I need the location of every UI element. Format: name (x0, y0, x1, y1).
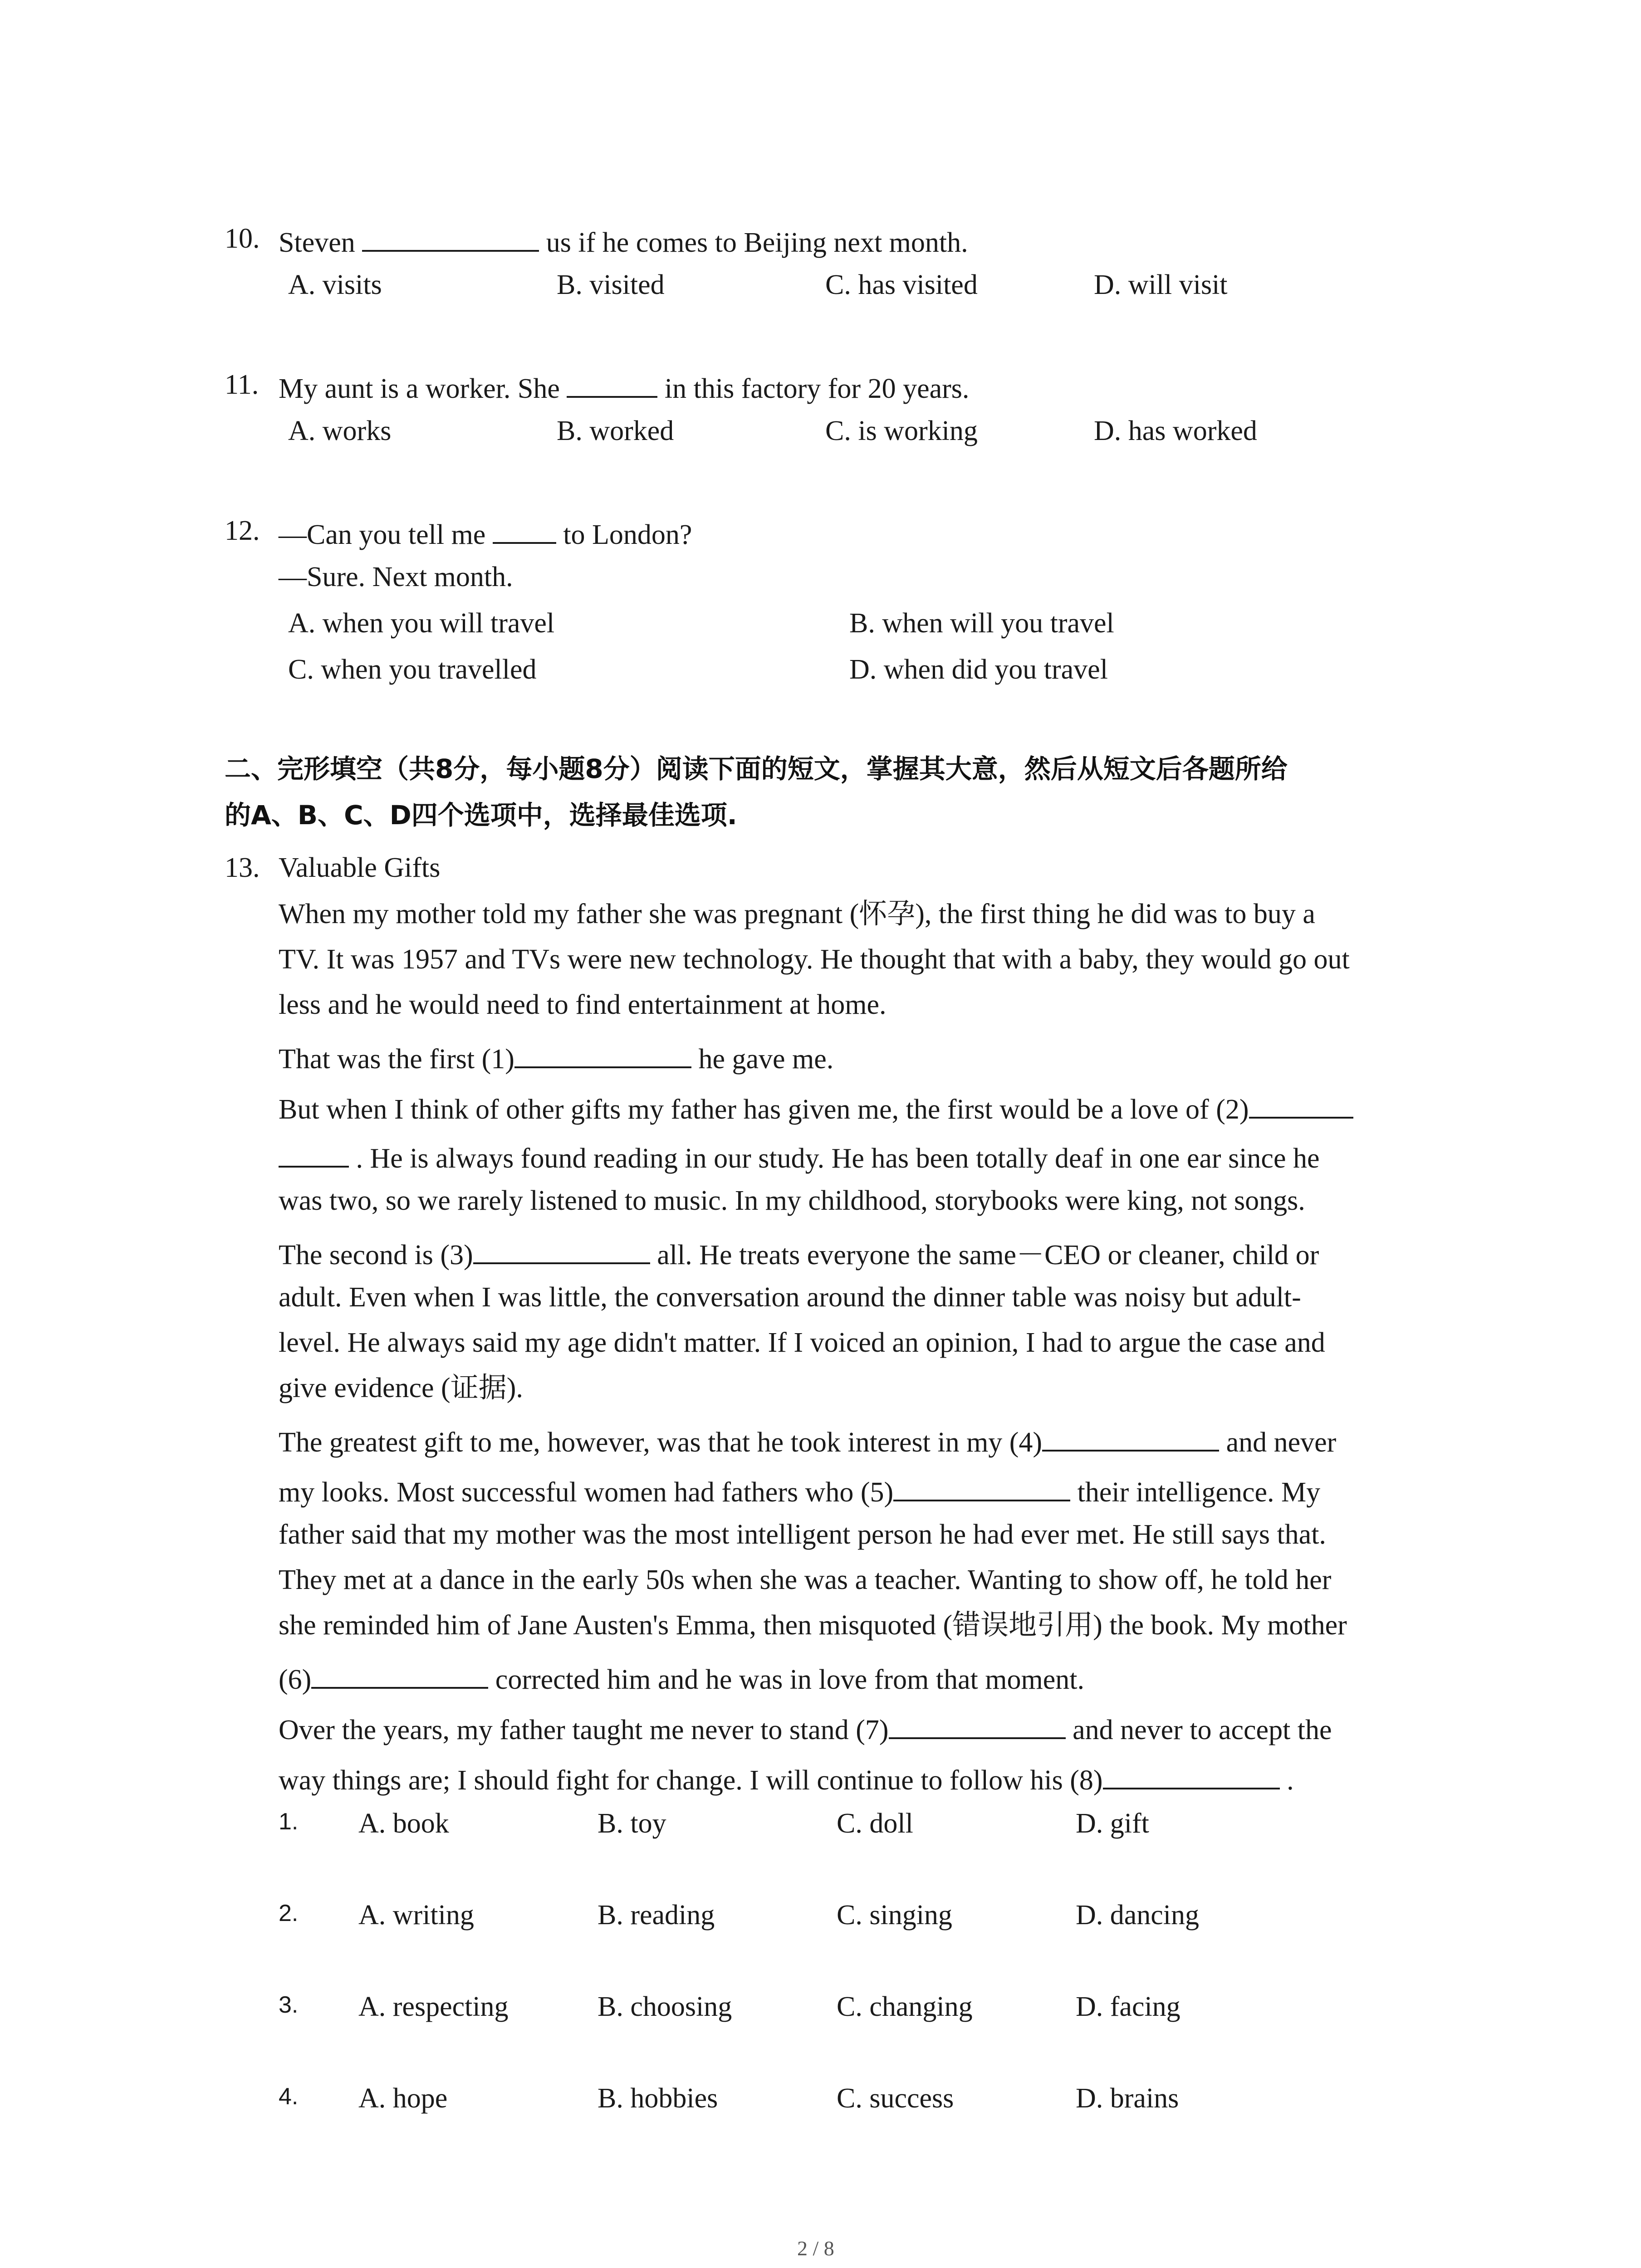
blank-3[interactable] (473, 1237, 650, 1264)
sub3-option-c[interactable]: C. changing (837, 1991, 973, 2022)
q12-stem-end: to London? (563, 519, 692, 550)
subquestion-number: 2. (279, 1900, 299, 1926)
q13-number: 13. (225, 852, 260, 883)
passage-text: corrected him and he was in love from that moment. (495, 1664, 1084, 1695)
blank-8[interactable] (1103, 1762, 1280, 1789)
blank-6[interactable] (311, 1662, 488, 1689)
q10-option-d[interactable]: D. will visit (1094, 269, 1228, 300)
passage-text: . He is always found reading in our study. He has been totally deaf in one ear since he (356, 1143, 1320, 1174)
passage-text: The greatest gift to me, however, was that he took interest in my (4) (279, 1427, 1043, 1458)
sub4-option-d[interactable]: D. brains (1076, 2083, 1179, 2114)
q12-blank[interactable] (493, 517, 556, 544)
passage-title: Valuable Gifts (279, 852, 441, 883)
passage-text: That was the first (1) (279, 1044, 514, 1075)
blank-5[interactable] (893, 1474, 1070, 1501)
passage-line (279, 1424, 1336, 1457)
passage-line: she reminded him of Jane Austen's Emma, then misquoted (错误地引用) the book. My mother (279, 1610, 1347, 1641)
q12-stem-start: —Can you tell me (279, 519, 486, 550)
blank-2-part1[interactable] (1249, 1091, 1353, 1119)
q10-stem-end: us if he comes to Beijing next month. (546, 227, 968, 258)
passage-text: way things are; I should fight for change. I will continue to follow his (8) (279, 1765, 1103, 1796)
q12-answer-line: —Sure. Next month. (279, 562, 513, 592)
q10-blank[interactable] (362, 225, 539, 252)
sub2-option-c[interactable]: C. singing (837, 1900, 952, 1931)
sub1-option-a[interactable]: A. book (358, 1808, 449, 1839)
sub2-option-b[interactable]: B. reading (598, 1900, 715, 1931)
blank-2-part2[interactable] (279, 1140, 349, 1168)
q10-option-c[interactable]: C. has visited (825, 269, 978, 300)
q12-number: 12. (225, 515, 260, 546)
passage-text: he gave me. (698, 1044, 834, 1075)
passage-text: The second is (3) (279, 1240, 473, 1271)
passage-text: Over the years, my father taught me never to stand (7) (279, 1715, 889, 1745)
sub1-option-b[interactable]: B. toy (598, 1808, 666, 1839)
passage-line (279, 1712, 1332, 1744)
blank-4[interactable] (1042, 1424, 1219, 1452)
q10-number: 10. (225, 223, 260, 254)
passage-line: less and he would need to find entertainment at home. (279, 989, 887, 1020)
sub2-option-a[interactable]: A. writing (358, 1900, 474, 1931)
sub1-option-c[interactable]: C. doll (837, 1808, 913, 1839)
passage-line (279, 1091, 1353, 1124)
q10-option-b[interactable]: B. visited (557, 269, 665, 300)
sub3-option-d[interactable]: D. facing (1076, 1991, 1181, 2022)
passage-text: (6) (279, 1664, 312, 1695)
passage-line: They met at a dance in the early 50s when she was a teacher. Wanting to show off, he told her (279, 1564, 1332, 1595)
passage-text: their intelligence. My (1077, 1477, 1321, 1508)
q10-option-a[interactable]: A. visits (288, 269, 382, 300)
q11-option-d[interactable]: D. has worked (1094, 415, 1257, 446)
page-number: 2 / 8 (797, 2237, 834, 2260)
q10-stem (279, 225, 968, 257)
sub3-option-a[interactable]: A. respecting (358, 1991, 509, 2022)
subquestion-number: 4. (279, 2083, 299, 2110)
sub4-option-c[interactable]: C. success (837, 2083, 954, 2114)
q12-stem (279, 517, 692, 549)
passage-line (279, 1041, 833, 1073)
q11-option-a[interactable]: A. works (288, 415, 392, 446)
passage-line (279, 1474, 1320, 1506)
subquestion-number: 1. (279, 1809, 299, 1835)
passage-line (279, 1762, 1294, 1794)
passage-line (279, 1140, 1319, 1173)
q11-stem (279, 371, 969, 403)
q11-option-c[interactable]: C. is working (825, 415, 978, 446)
section-heading-line1: 二、完形填空（共8分，每小题8分）阅读下面的短文，掌握其大意，然后从短文后各题所给 (225, 753, 1288, 784)
blank-1[interactable] (514, 1041, 691, 1068)
q10-stem-start: Steven (279, 227, 355, 258)
passage-line: adult. Even when I was little, the conversation around the dinner table was noisy but adult- (279, 1282, 1301, 1313)
q11-blank[interactable] (567, 371, 657, 398)
passage-text: all. He treats everyone the same－CEO or cleaner, child or (657, 1240, 1319, 1271)
subquestion-number: 3. (279, 1992, 299, 2018)
passage-line: TV. It was 1957 and TVs were new technology. He thought that with a baby, they would go out (279, 944, 1350, 975)
section-heading-line2: 的A、B、C、D四个选项中，选择最佳选项. (225, 800, 737, 831)
passage-line: When my mother told my father she was pregnant (怀孕), the first thing he did was to buy a (279, 899, 1315, 929)
sub1-option-d[interactable]: D. gift (1076, 1808, 1149, 1839)
sub3-option-b[interactable]: B. choosing (598, 1991, 732, 2022)
passage-line: father said that my mother was the most intelligent person he had ever met. He still says that. (279, 1519, 1326, 1550)
q12-option-b[interactable]: B. when will you travel (849, 608, 1114, 639)
passage-text: and never (1226, 1427, 1337, 1458)
passage-text: and never to accept the (1073, 1715, 1332, 1745)
passage-line (279, 1662, 1084, 1694)
passage-line (279, 1237, 1319, 1269)
sub4-option-a[interactable]: A. hope (358, 2083, 448, 2114)
q12-option-c[interactable]: C. when you travelled (288, 654, 537, 685)
blank-7[interactable] (889, 1712, 1066, 1739)
q11-stem-end: in this factory for 20 years. (664, 373, 970, 404)
passage-text: . (1287, 1765, 1294, 1796)
passage-text: But when I think of other gifts my father has given me, the first would be a love of (2) (279, 1094, 1249, 1125)
q11-number: 11. (225, 369, 259, 400)
sub4-option-b[interactable]: B. hobbies (598, 2083, 718, 2114)
passage-line: level. He always said my age didn't matter. If I voiced an opinion, I had to argue the case and (279, 1327, 1325, 1358)
passage-text: my looks. Most successful women had fathers who (5) (279, 1477, 894, 1508)
q12-option-d[interactable]: D. when did you travel (849, 654, 1108, 685)
sub2-option-d[interactable]: D. dancing (1076, 1900, 1200, 1931)
passage-line: was two, so we rarely listened to music. In my childhood, storybooks were king, not songs. (279, 1185, 1305, 1216)
q11-option-b[interactable]: B. worked (557, 415, 674, 446)
q11-stem-start: My aunt is a worker. She (279, 373, 560, 404)
passage-line: give evidence (证据). (279, 1373, 523, 1403)
q12-option-a[interactable]: A. when you will travel (288, 608, 555, 639)
